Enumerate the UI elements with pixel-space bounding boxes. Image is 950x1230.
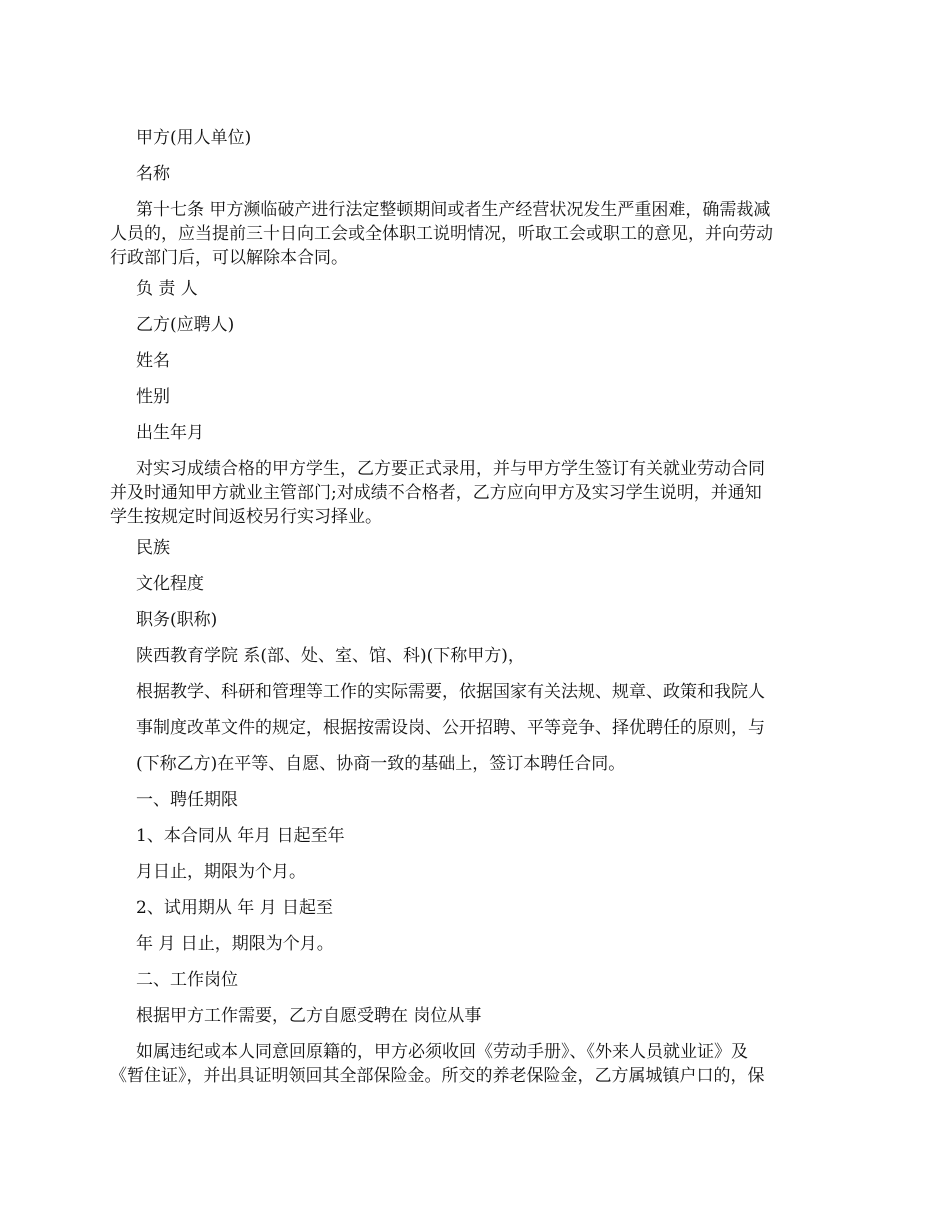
paragraph-internship	[110, 457, 840, 529]
text-line: 姓名	[136, 351, 170, 371]
text-line: 性别	[136, 387, 170, 407]
text-line: 民族	[136, 538, 170, 558]
text-line: 2、试用期从 年 月 日起至	[136, 898, 334, 918]
text-line: 年 月 日止，期限为个月。	[136, 934, 334, 954]
text-line: 文化程度	[136, 574, 204, 594]
heading-term	[110, 788, 866, 812]
paragraph-post	[110, 1004, 866, 1028]
paragraph-institution	[110, 644, 866, 668]
text-line: 1、本合同从 年月 日起至年	[136, 826, 345, 846]
paragraph-contract-period-end	[110, 860, 866, 884]
paragraph-reform	[110, 716, 866, 740]
paragraph-agreement	[110, 752, 866, 776]
paragraph-responsible-person	[110, 277, 866, 301]
text-line: 甲方(用人单位)	[136, 128, 252, 148]
paragraph-gender	[110, 385, 866, 409]
text-line: 《暂住证》，并出具证明领回其全部保险金。所交的养老保险金，乙方属城镇户口的，保	[110, 1066, 765, 1086]
paragraph-basis	[110, 680, 866, 704]
paragraph-return-documents	[110, 1040, 840, 1088]
text-line: 事制度改革文件的规定，根据按需设岗、公开招聘、平等竞争、择优聘任的原则，与	[136, 718, 765, 738]
paragraph-contract-period	[110, 824, 866, 848]
text-line: 学生按规定时间返校另行实习择业。	[110, 507, 382, 527]
text-line: 二、工作岗位	[136, 970, 238, 990]
paragraph-article-17	[110, 198, 840, 270]
paragraph-probation	[110, 896, 866, 920]
text-line: 名称	[136, 164, 170, 184]
paragraph-full-name	[110, 349, 866, 373]
text-line: 对实习成绩合格的甲方学生，乙方要正式录用，并与甲方学生签订有关就业劳动合同	[136, 459, 765, 479]
text-line: (下称乙方)在平等、自愿、协商一致的基础上，签订本聘任合同。	[136, 754, 626, 774]
paragraph-education	[110, 572, 866, 596]
paragraph-ethnicity	[110, 536, 866, 560]
text-line: 负 责 人	[136, 279, 198, 299]
text-line: 职务(职称)	[136, 610, 218, 630]
heading-position	[110, 968, 866, 992]
text-line: 一、聘任期限	[136, 790, 238, 810]
text-line: 人员的，应当提前三十日向工会或全体职工说明情况，听取工会或职工的意见，并向劳动	[110, 224, 773, 244]
paragraph-party-b	[110, 313, 866, 337]
text-line: 陕西教育学院 系(部、处、室、馆、科)(下称甲方)，	[136, 646, 525, 666]
text-line: 根据教学、科研和管理等工作的实际需要，依据国家有关法规、规章、政策和我院人	[136, 682, 765, 702]
text-line: 乙方(应聘人)	[136, 315, 235, 335]
text-line: 如属违纪或本人同意回原籍的，甲方必须收回《劳动手册》、《外来人员就业证》及	[136, 1042, 748, 1062]
text-line: 月日止，期限为个月。	[136, 862, 306, 882]
paragraph-birth-date	[110, 421, 866, 445]
text-line: 出生年月	[136, 423, 204, 443]
text-line: 第十七条 甲方濒临破产进行法定整顿期间或者生产经营状况发生严重困难，确需裁减	[136, 200, 771, 220]
paragraph-party-a	[110, 126, 866, 150]
text-line: 并及时通知甲方就业主管部门;对成绩不合格者，乙方应向甲方及实习学生说明，并通知	[110, 483, 762, 503]
text-line: 行政部门后，可以解除本合同。	[110, 248, 348, 268]
paragraph-probation-end	[110, 932, 866, 956]
paragraph-position-title	[110, 608, 866, 632]
paragraph-name	[110, 162, 866, 186]
text-line: 根据甲方工作需要，乙方自愿受聘在 岗位从事	[136, 1006, 482, 1026]
